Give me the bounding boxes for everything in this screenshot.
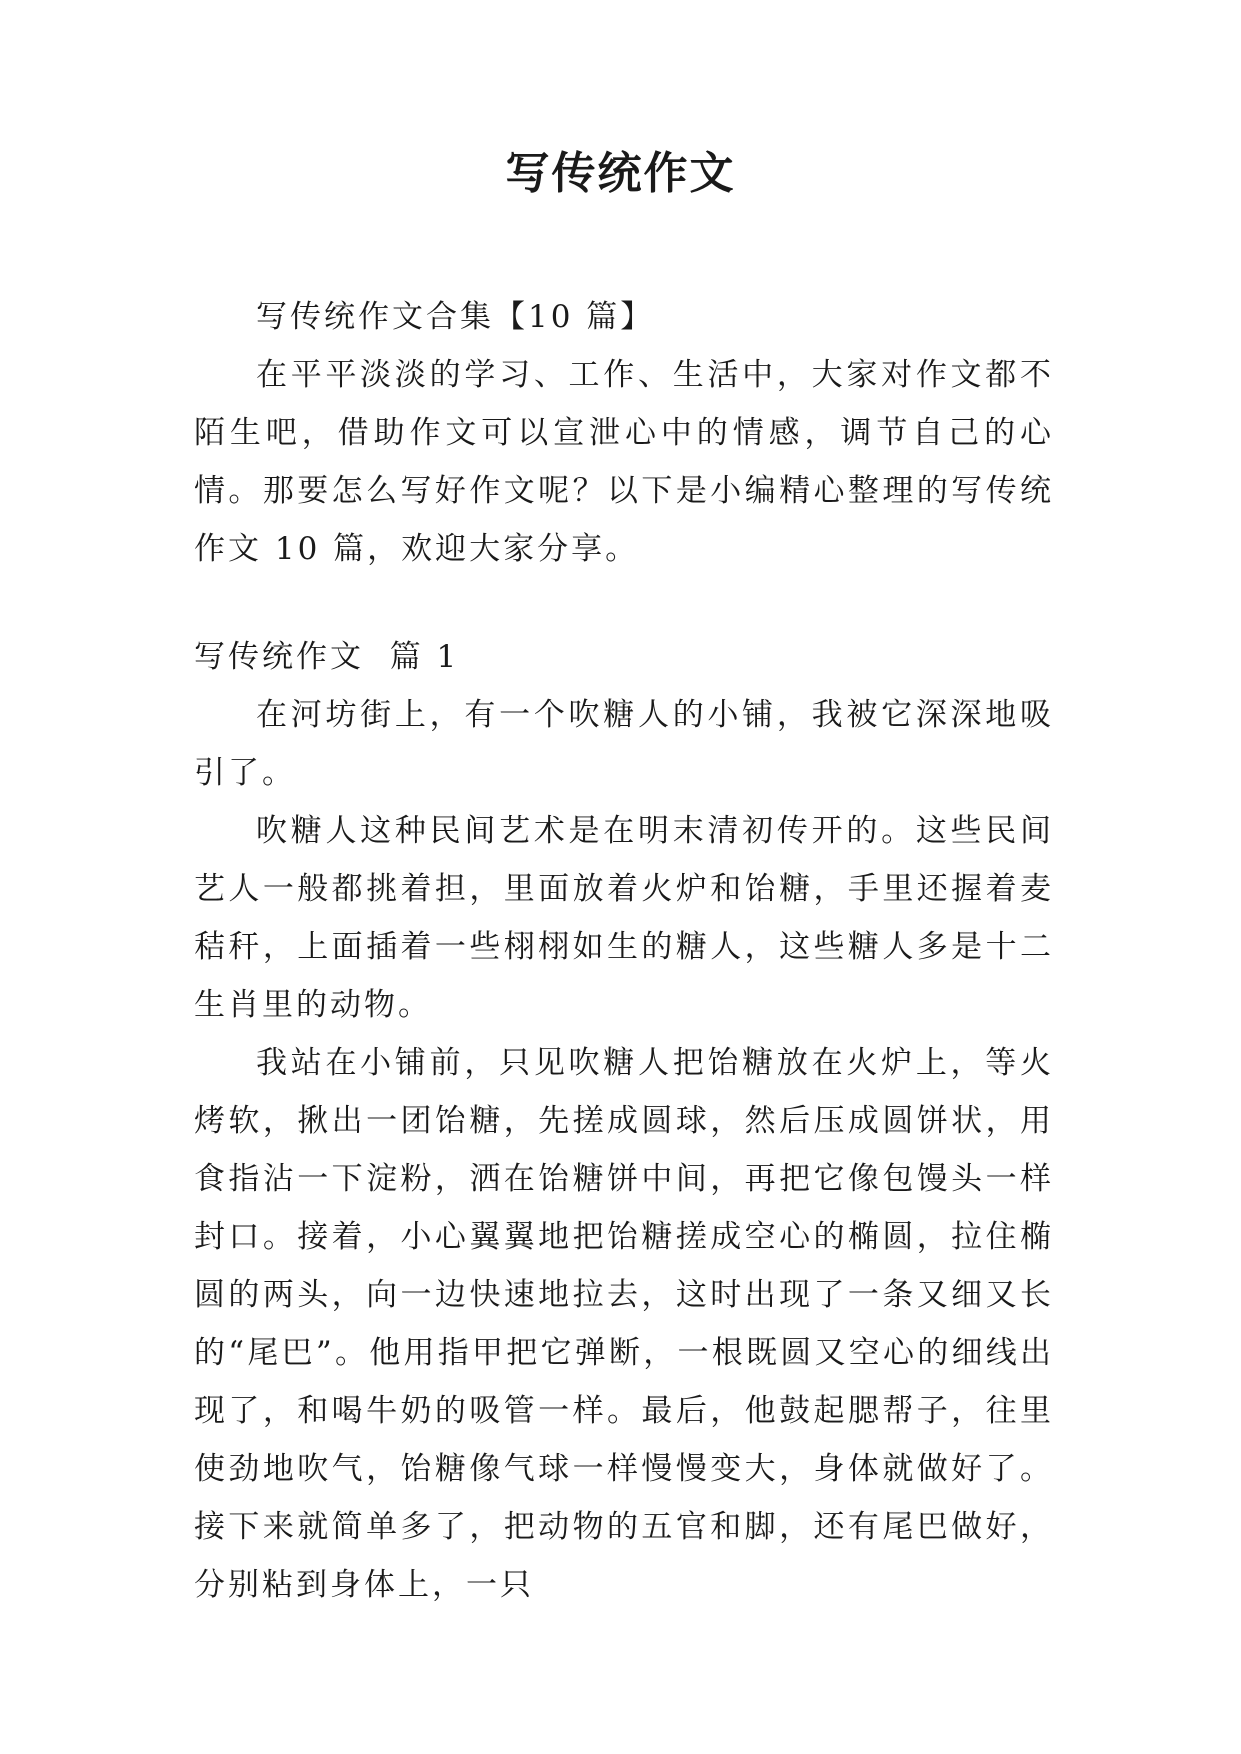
body-paragraph-2: 吹糖人这种民间艺术是在明末清初传开的。这些民间艺人一般都挑着担，里面放着火炉和饴糖，手里还握着麦秸秆，上面插着一些栩栩如生的糖人，这些糖人多是十二生肖里的动物。 (194, 813, 1054, 1023)
document-title: 写传统作文 (505, 148, 736, 199)
collection-subtitle: 写传统作文合集【10 篇】 (256, 299, 655, 335)
section-heading: 写传统作文 篇 1 (194, 639, 460, 675)
document-body (194, 288, 1054, 1614)
body-paragraph-1: 在河坊街上，有一个吹糖人的小铺，我被它深深地吸引了。 (194, 697, 1054, 791)
section-spacer (194, 578, 1054, 628)
body-paragraph-3: 我站在小铺前，只见吹糖人把饴糖放在火炉上，等火烤软，揪出一团饴糖，先搓成圆球，然后压成圆饼状，用食指沾一下淀粉，洒在饴糖饼中间，再把它像包馒头一样封口。接着，小心翼翼地把饴糖搓成空心的椭圆，拉住椭圆的两头，向一边快速地拉去，这时出现了一条又细又长的“尾巴”。他用指甲把它弹断，一根既圆又空心的细线出现了，和喝牛奶的吸管一样。最后，他鼓起腮帮子，往里使劲地吹气，饴糖像气球一样慢慢变大，身体就做好了。接下来就简单多了，把动物的五官和脚，还有尾巴做好，分别粘到身体上，一只 (194, 1045, 1054, 1603)
intro-paragraph: 在平平淡淡的学习、工作、生活中，大家对作文都不陌生吧，借助作文可以宣泄心中的情感，调节自己的心情。那要怎么写好作文呢？以下是小编精心整理的写传统作文 10 篇，欢迎大家分享。 (194, 357, 1054, 567)
